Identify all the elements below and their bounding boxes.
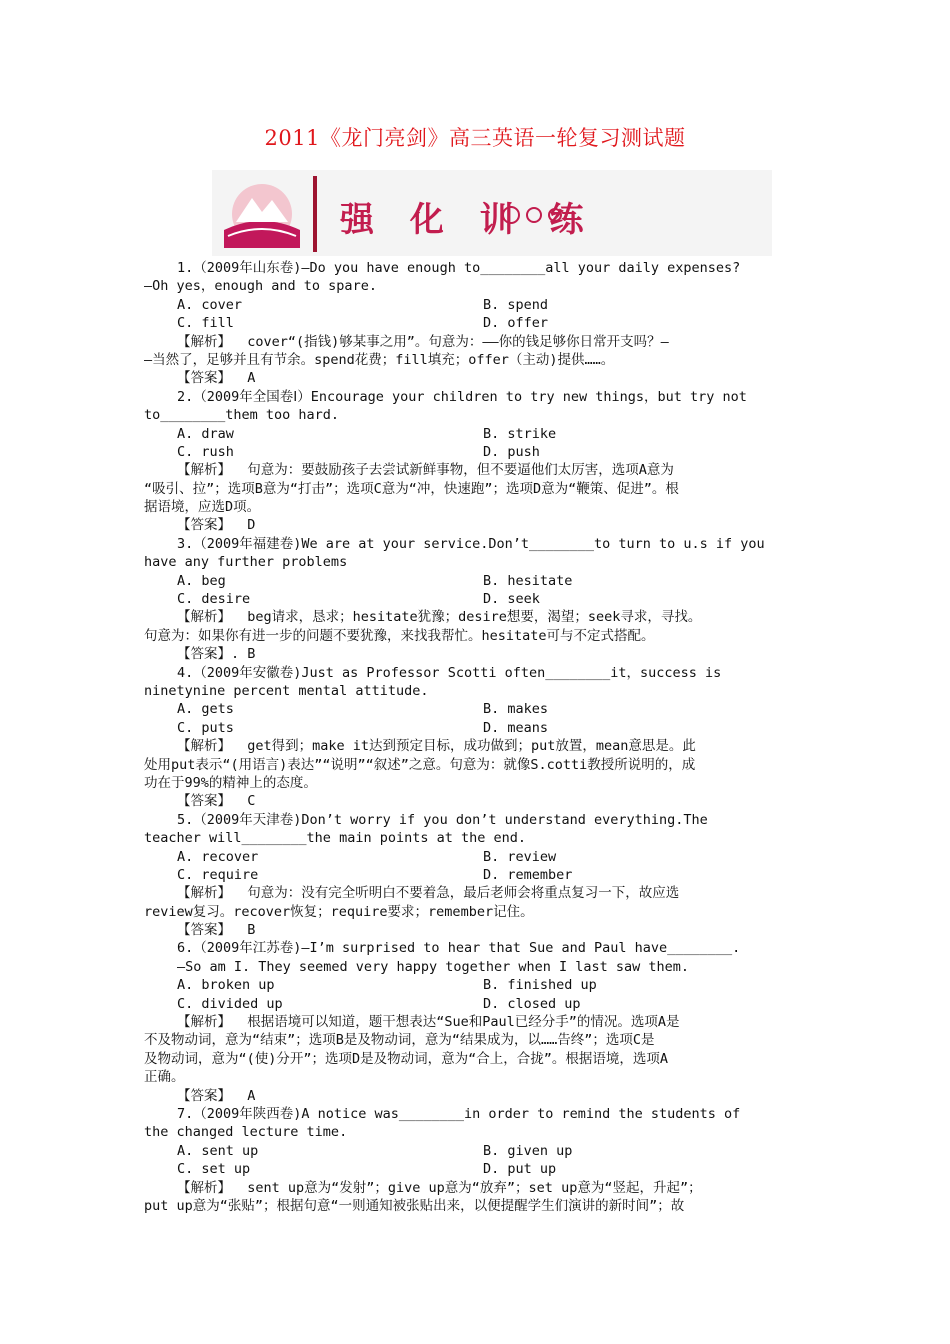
page-title: 2011《龙门亮剑》高三英语一轮复习测试题 <box>264 126 686 150</box>
option: A. beg <box>177 572 226 589</box>
option: A. draw <box>177 425 234 442</box>
option: B. makes <box>483 701 549 718</box>
question-stem: —So am I. They seemed very happy together when I last saw them. <box>177 958 690 975</box>
question-stem: 2.（2009年全国卷Ⅰ）Encourage your children to try new things，but try not <box>177 388 747 405</box>
option: C. divided up <box>177 995 283 1012</box>
options-row <box>144 848 808 866</box>
question-stem: 1.（2009年山东卷)—Do you have enough to________all your daily expenses? <box>177 260 741 276</box>
options-row <box>144 443 808 461</box>
question-stem: teacher will________the main points at the end. <box>144 830 527 847</box>
question-stem: 4.（2009年安徽卷)Just as Professor Scotti often________it，success is <box>177 664 722 681</box>
option: A. cover <box>177 296 243 313</box>
options-row <box>144 1142 808 1160</box>
option: B. given up <box>483 1142 573 1159</box>
banner-divider <box>313 176 317 252</box>
option: D. put up <box>483 1161 557 1178</box>
option: D. push <box>483 443 540 460</box>
explanation: 处用put表示“(用语言)表达”“说明”“叙述”之意。句意为：就像S.cotti教授所说明的，成 <box>144 756 696 773</box>
option: A. sent up <box>177 1142 259 1159</box>
option: B. spend <box>483 296 549 313</box>
mountain-logo-icon <box>222 182 302 248</box>
option: B. strike <box>483 425 557 442</box>
explanation: 不及物动词，意为“结束”；选项B是及物动词，意为“结果成为，以……告终”；选项C是 <box>144 1032 655 1049</box>
answer: 【答案】. B <box>177 646 256 663</box>
question-stem: 7.（2009年陕西卷)A notice was________in order to remind the students of <box>177 1105 741 1122</box>
options-row <box>144 572 808 590</box>
options-row <box>144 719 808 737</box>
options-row <box>144 314 808 332</box>
explanation: 【解析】 cover“(指钱)够某事之用”。句意为：——你的钱足够你日常开支吗？— <box>177 333 669 350</box>
question-stem: to________them too hard. <box>144 407 340 424</box>
option: D. seek <box>483 591 540 608</box>
explanation: 据语境，应选D项。 <box>144 499 261 516</box>
option: A. broken up <box>177 977 275 994</box>
option: D. offer <box>483 315 549 332</box>
explanation: 【解析】 sent up意为“发射”；give up意为“放弃”；set up意为“竖起，升起”； <box>177 1179 702 1196</box>
explanation: 功在于99%的精神上的态度。 <box>144 774 317 791</box>
option: D. closed up <box>483 995 581 1012</box>
option: C. desire <box>177 591 251 608</box>
options-row <box>144 700 808 718</box>
answer: 【答案】 C <box>177 793 256 810</box>
explanation: 句意为：如果你有进一步的问题不要犹豫，来找我帮忙。hesitate可与不定式搭配。 <box>144 627 655 644</box>
option: C. puts <box>177 719 234 736</box>
answer: 【答案】 B <box>177 922 256 939</box>
answer: 【答案】 D <box>177 517 256 534</box>
option: A. recover <box>177 848 259 865</box>
explanation: 【解析】 句意为：要鼓励孩子去尝试新鲜事物，但不要逼他们太厉害，选项A意为 <box>177 462 674 479</box>
option: C. require <box>177 866 259 883</box>
options-row <box>144 995 808 1013</box>
option: D. means <box>483 719 549 736</box>
option: C. fill <box>177 315 234 332</box>
options-row <box>144 296 808 314</box>
question-stem: ninetynine percent mental attitude. <box>144 682 429 699</box>
option: B. hesitate <box>483 572 573 589</box>
explanation: “吸引、拉”；选项B意为“打击”；选项C意为“冲，快速跑”；选项D意为“鞭策、促进”。根 <box>144 480 679 497</box>
options-row <box>144 976 808 994</box>
explanation: 【解析】 句意为：没有完全听明白不要着急，最后老师会将重点复习一下，故应选 <box>177 885 680 902</box>
options-row <box>144 866 808 884</box>
question-stem: the changed lecture time. <box>144 1124 348 1141</box>
question-stem: 3.（2009年福建卷)We are at your service.Don’t________to turn to u.s if you <box>177 535 765 552</box>
answer: 【答案】 A <box>177 370 256 387</box>
explanation: 【解析】 get得到；make it达到预定目标，成功做到；put放置，mean意思是。此 <box>177 738 696 755</box>
explanation: 及物动词，意为“(使)分开”；选项D是及物动词，意为“合上，合拢”。根据语境，选项A <box>144 1050 669 1067</box>
option: C. rush <box>177 443 234 460</box>
answer: 【答案】 A <box>177 1087 256 1104</box>
options-row <box>144 1160 808 1178</box>
explanation: put up意为“张贴”；根据句意“一则通知被张贴出来，以便提醒学生们演讲的新时间”；故 <box>144 1197 685 1214</box>
question-stem: 5.（2009年天津卷)Don’t worry if you don’t understand everything.The <box>177 811 708 828</box>
explanation: —当然了，足够并且有节余。spend花费；fill填充；offer（主动)提供……。 <box>144 351 615 368</box>
question-stem: 6.（2009年江苏卷)—I’m surprised to hear that Sue and Paul have________. <box>177 940 741 957</box>
question-stem: —Oh yes，enough and to spare. <box>144 278 377 295</box>
explanation: review复习。recover恢复；require要求；remember记住。 <box>144 903 534 920</box>
question-list <box>144 259 808 1215</box>
question-stem: have any further problems <box>144 554 348 571</box>
options-row <box>144 425 808 443</box>
options-row <box>144 590 808 608</box>
option: B. finished up <box>483 977 597 994</box>
option: D. remember <box>483 866 573 883</box>
explanation: 【解析】 根据语境可以知道，题干想表达“Sue和Paul已经分手”的情况。选项A是 <box>177 1014 680 1031</box>
explanation: 正确。 <box>144 1069 185 1086</box>
banner-circles-icon <box>502 206 568 224</box>
option: A. gets <box>177 701 234 718</box>
option: B. review <box>483 848 557 865</box>
section-banner <box>212 170 772 256</box>
option: C. set up <box>177 1161 251 1178</box>
banner-title: 强 化 训 练 <box>340 200 596 240</box>
explanation: 【解析】 beg请求，恳求；hesitate犹豫；desire想要，渴望；seek寻求，寻找。 <box>177 609 702 626</box>
